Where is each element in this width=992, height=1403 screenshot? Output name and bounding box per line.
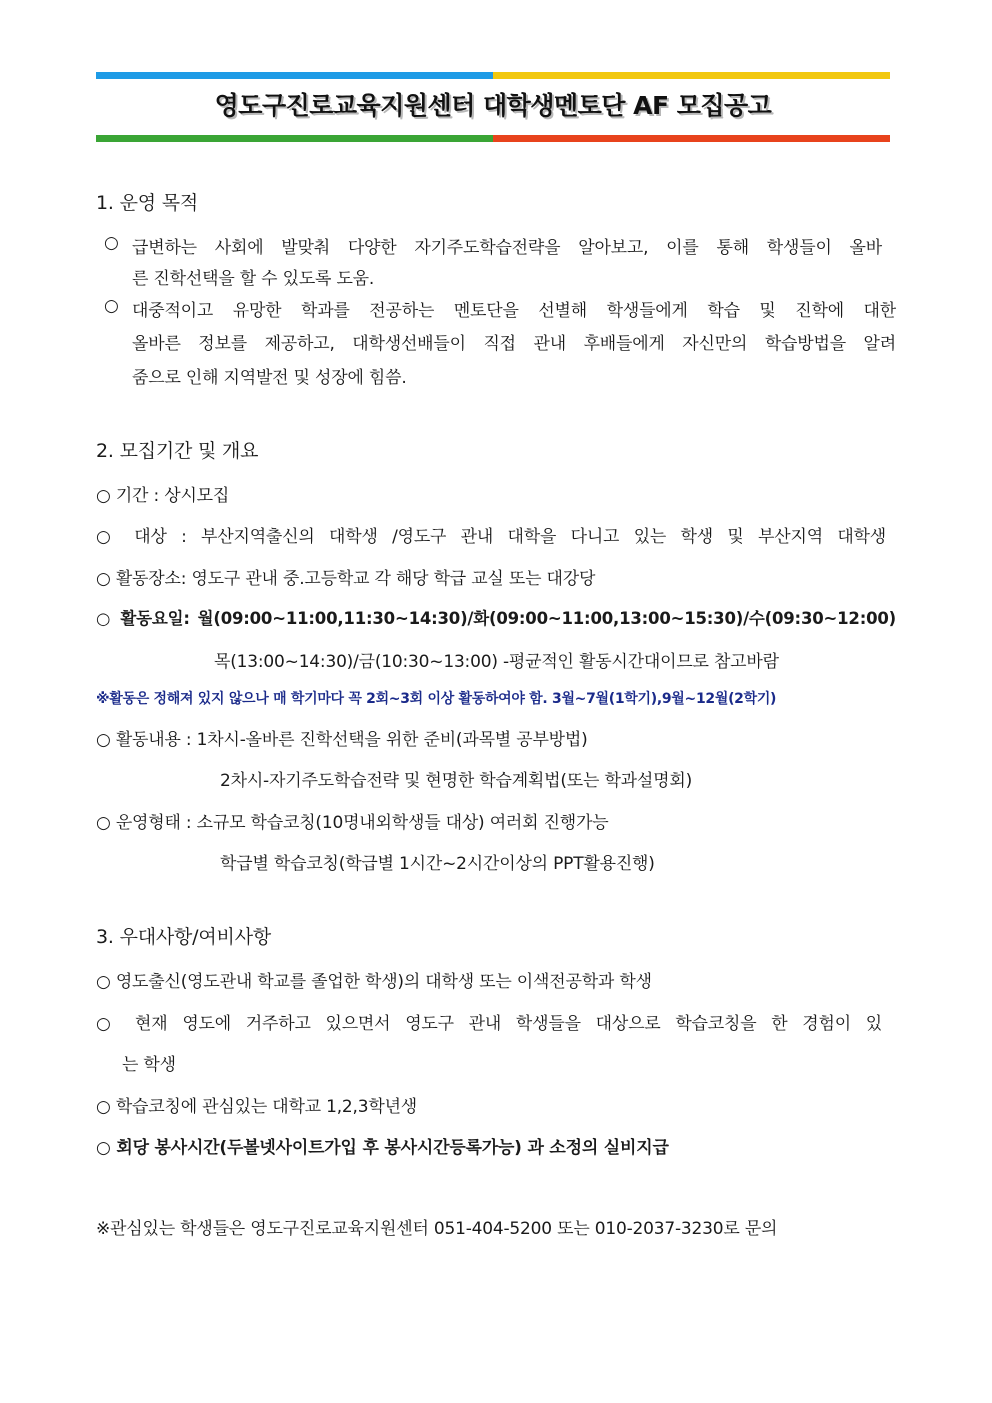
title-bottom-rule-green: [96, 135, 493, 142]
preference-item-1: ○ 영도출신(영도관내 학교를 졸업한 학생)의 대학생 또는 이색전공학과 학생: [96, 972, 652, 992]
activity-content-line-2: 2차시-자기주도학습전략 및 현명한 학습계획법(또는 학과설명회): [220, 771, 693, 791]
section-3-heading: 3. 우대사항/여비사항: [96, 926, 272, 948]
operation-form-line-1: ○ 운영형태 : 소규모 학습코칭(10명내외학생들 대상) 여러회 진행가능: [96, 813, 609, 833]
preference-item-2-line-1: ○ 현재 영도에 거주하고 있으면서 영도구 관내 학생들을 대상으로 학습코칭을 한 경험이 있: [96, 1014, 882, 1034]
activity-days-line-1: ○ 활동요일: 월(09:00~11:00,11:30~14:30)/화(09:00~11:00,13:00~15:30)/수(09:30~12:00): [96, 609, 896, 628]
section-1-item-1-line-2: 른 진학선택을 할 수 있도록 도움.: [132, 269, 375, 289]
page-title: 영도구진로교육지원센터 대학생멘토단 AF 모집공고: [214, 91, 772, 120]
title-top-rule-blue: [96, 72, 493, 79]
preference-item-4: ○ 회당 봉사시간(두볼넷사이트가입 후 봉사시간등록가능) 과 소정의 실비지급: [96, 1138, 669, 1158]
activity-content-line-1: ○ 활동내용 : 1차시-올바른 진학선택을 위한 준비(과목별 공부방법): [96, 730, 588, 750]
section-1-item-2-line-1: 대중적이고 유망한 학과를 전공하는 멘토단을 선별해 학생들에게 학습 및 진학에 대한: [132, 301, 896, 321]
recruit-period: ○ 기간 : 상시모집: [96, 486, 230, 506]
section-1-item-2-line-2: 올바른 정보를 제공하고, 대학생선배들이 직접 관내 후배들에게 자신만의 학습방법을 알려: [132, 334, 896, 354]
preference-item-3: ○ 학습코칭에 관심있는 대학교 1,2,3학년생: [96, 1097, 418, 1117]
title-bottom-rule-red: [493, 135, 890, 142]
section-2-heading: 2. 모집기간 및 개요: [96, 440, 259, 462]
section-1-bullet-1: ○: [104, 233, 119, 253]
title-bottom-rule: [96, 135, 890, 142]
activity-days-line-2: 목(13:00~14:30)/금(10:30~13:00) -평균적인 활동시간대이므로 참고바람: [214, 652, 779, 672]
section-1-item-1-line-1: 급변하는 사회에 발맞춰 다양한 자기주도학습전략을 알아보고, 이를 통해 학생들이 올바: [132, 238, 882, 258]
section-1-item-2-line-3: 줌으로 인해 지역발전 및 성장에 힘씀.: [132, 368, 407, 388]
recruit-target: ○ 대상 : 부산지역출신의 대학생 /영도구 관내 대학을 다니고 있는 학생 및 부산지역 대학생: [96, 527, 886, 547]
contact-footer: ※관심있는 학생들은 영도구진로교육지원센터 051-404-5200 또는 010-2037-3230로 문의: [96, 1219, 778, 1239]
activity-frequency-note: ※활동은 정해져 있지 않으나 매 학기마다 꼭 2회~3회 이상 활동하여야 함. 3월~7월(1학기),9월~12월(2학기): [96, 691, 777, 707]
operation-form-line-2: 학급별 학습코칭(학급별 1시간~2시간이상의 PPT활용진행): [220, 854, 655, 874]
title-top-rule: [96, 72, 890, 79]
activity-place: ○ 활동장소: 영도구 관내 중.고등학교 각 해당 학급 교실 또는 대강당: [96, 569, 596, 589]
section-1-bullet-2: ○: [104, 296, 119, 316]
preference-item-2-line-2: 는 학생: [122, 1055, 176, 1075]
title-top-rule-yellow: [493, 72, 890, 79]
section-1-heading: 1. 운영 목적: [96, 192, 199, 214]
